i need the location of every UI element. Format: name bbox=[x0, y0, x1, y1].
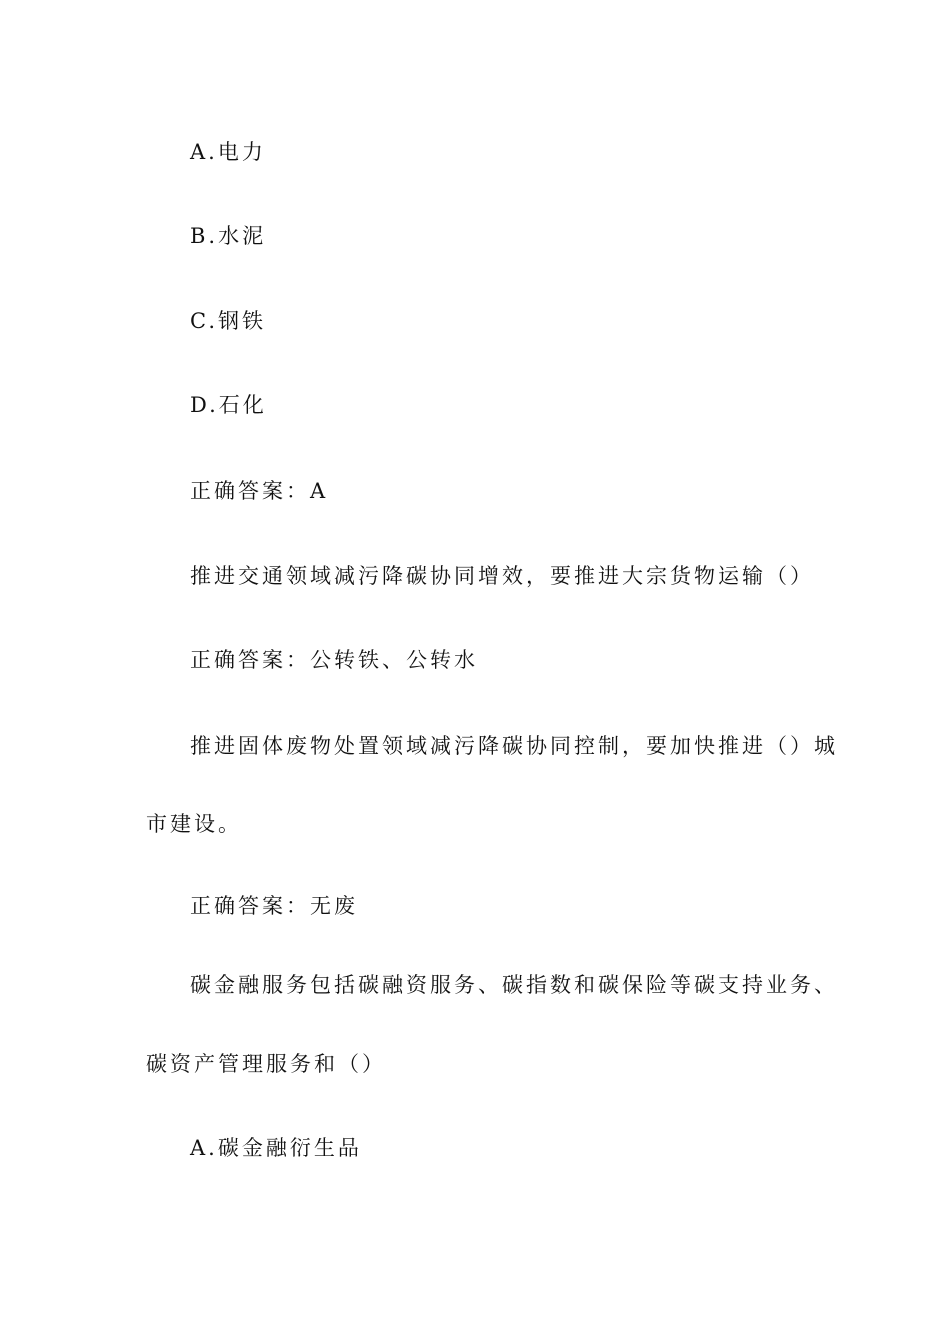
question-solid-waste: 推进固体废物处置领域减污降碳协同控制，要加快推进（）城 bbox=[190, 734, 838, 758]
option-a-electricity: A.电力 bbox=[190, 140, 266, 164]
question-carbon-finance-cont: 碳资产管理服务和（） bbox=[146, 1052, 386, 1076]
option-c-steel: C.钢铁 bbox=[190, 309, 266, 333]
option-b-cement: B.水泥 bbox=[190, 224, 267, 248]
answer-2: 正确答案：公转铁、公转水 bbox=[190, 648, 478, 672]
answer-1: 正确答案：A bbox=[190, 479, 329, 503]
answer-3: 正确答案：无废 bbox=[190, 894, 358, 918]
option-a-derivatives: A.碳金融衍生品 bbox=[190, 1136, 362, 1160]
question-transport: 推进交通领域减污降碳协同增效，要推进大宗货物运输（） bbox=[190, 564, 814, 588]
question-carbon-finance: 碳金融服务包括碳融资服务、碳指数和碳保险等碳支持业务、 bbox=[190, 973, 838, 997]
question-solid-waste-cont: 市建设。 bbox=[146, 812, 242, 836]
option-d-petrochemical: D.石化 bbox=[190, 393, 267, 417]
